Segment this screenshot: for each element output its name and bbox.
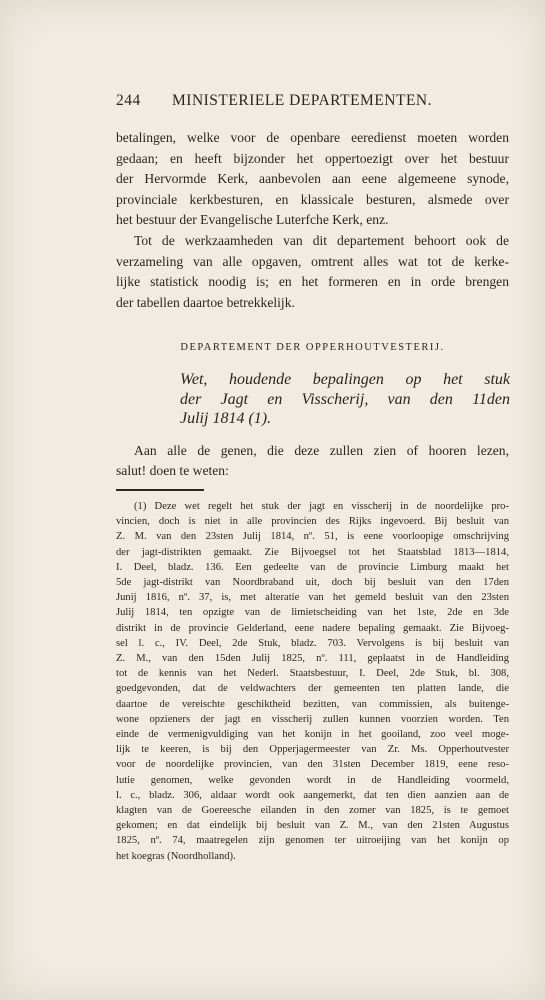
footnote-line: einde de vermenigvuldiging van het konijn in het gooiland, zoo veel moge- [116, 729, 509, 741]
footnote-line: voor de noordelijke provincien, van den 31sten December 1819, eene reso- [116, 759, 509, 771]
footnote-line: I. Deel, bladz. 136. Een gedeelte van de provincie Limburg maakt het [116, 561, 509, 573]
text-line: verzameling van alle opgaven, omtrent alles wat tot de kerke- [116, 253, 509, 269]
footnote-line: gekomen; en dat eindelijk bij besluit van Z. M., van den 21sten Augustus [116, 820, 509, 832]
section-heading: DEPARTEMENT DER OPPERHOUTVESTERIJ. [180, 342, 445, 353]
text-line: der tabellen daartoe betrekkelijk. [116, 294, 295, 310]
page-header-title: MINISTERIELE DEPARTEMENTEN. [172, 92, 432, 109]
footnote-line: klagten van de Goereesche eilanden in den zomer van 1825, is te gemoet [116, 805, 509, 817]
text-line: het bestuur der Evangelische Luterfche Kerk, enz. [116, 212, 389, 228]
text-line: betalingen, welke voor de openbare eeredienst moeten worden [116, 130, 509, 145]
footnote-line: Z. M. van den 23sten Julij 1814, nº. 51, is eene voorloopige omschrijving [116, 531, 509, 543]
text-line: lijke statistick noodig is; en het formeren en in orde brengen [116, 274, 509, 290]
footnote [116, 499, 509, 864]
body-text [116, 128, 509, 313]
text-line: der Hervormde Kerk, aanbevolen aan eene algemeene synode, [116, 171, 509, 187]
footnote-line: sel l. c., IV. Deel, 2de Stuk, bladz. 703. Vervolgens is bij besluit van [116, 637, 509, 649]
footnote-line: distrikt in de provincie Gelderland, eene nadere bepaling gemaakt. Zie Bijvoeg- [116, 622, 509, 634]
footnote-line: wone opzieners der jagt en visscherij zullen kunnen voorzien worden. Ten [116, 713, 509, 725]
preamble [116, 441, 509, 481]
running-head [116, 92, 509, 110]
title-line: Julij 1814 (1). [180, 410, 272, 427]
footnote-line: lijk te keeren, is bij den Opperjagermeester van Zr. Ms. Opperhoutvester [116, 744, 509, 756]
footnote-line: 1825, nº. 74, maatregelen zijn genomen ter uitroeijing van het konijn op [116, 835, 509, 847]
paragraph-2 [116, 231, 509, 313]
text-line: Aan alle de genen, die deze zullen zien of hooren lezen, [134, 443, 509, 458]
text-line: provinciale kerkbesturen, en klassicale besturen, alsmede over [116, 191, 509, 207]
page-number: 244 [116, 92, 141, 109]
footnote-line: der jagt-distrikten gemaakt. Zie Bijvoegsel tot het Staatsblad 1813—1814, [116, 546, 509, 558]
text-line: salut! doen te weten: [116, 463, 229, 478]
footnote-line: tot de kennis van het Nederl. Staatsbestuur, I. Deel, 2de Stuk, bl. 308, [116, 668, 509, 680]
title-line: der Jagt en Visscherij, van den 11den [180, 390, 510, 408]
footnote-line: het koegras (Noordholland). [116, 850, 236, 862]
footnote-divider [116, 489, 204, 491]
footnote-line: goedgevonden, dat de veldwachters der gemeenten ten platten lande, die [116, 683, 509, 695]
footnote-line: 5de jagt-distrikt van Noordbraband uit, doch bij besluit van den 17den [116, 577, 509, 589]
footnote-line: Julij 1814, ten opzigte van de limietscheiding van het 1ste, 2de en 3de [116, 607, 509, 619]
footnote-line: daartoe de vereischte geschiktheid bezitten, van commissien, als buitenge- [116, 698, 509, 710]
law-title [180, 370, 510, 429]
footnote-line: vincien, doch is niet in alle provincien des Rijks ingevoerd. Bij besluit van [116, 516, 509, 528]
footnote-line: l. c., bladz. 306, aldaar wordt ook aangemerkt, dat ten dien aanzien aan de [116, 789, 509, 801]
footnote-line: (1) Deze wet regelt het stuk der jagt en visscherij in de noordelijke pro- [134, 501, 509, 512]
footnote-line: Junij 1816, nº. 37, is, met alteratie van het gemeld besluit van den 23sten [116, 592, 509, 604]
footnote-line: lutie genomen, welke gevonden wordt in de Handleiding voormeld, [116, 774, 509, 786]
text-line: Tot de werkzaamheden van dit departement behoort ook de [134, 232, 509, 248]
text-line: gedaan; en heeft bijzonder het oppertoezigt over het bestuur [116, 150, 509, 166]
paragraph-1 [116, 128, 509, 231]
title-line: Wet, houdende bepalingen op het stuk [180, 371, 510, 388]
footnote-line: Z. M., van den 15den Julij 1825, nº. 111, geplaatst in de Handleiding [116, 653, 509, 665]
